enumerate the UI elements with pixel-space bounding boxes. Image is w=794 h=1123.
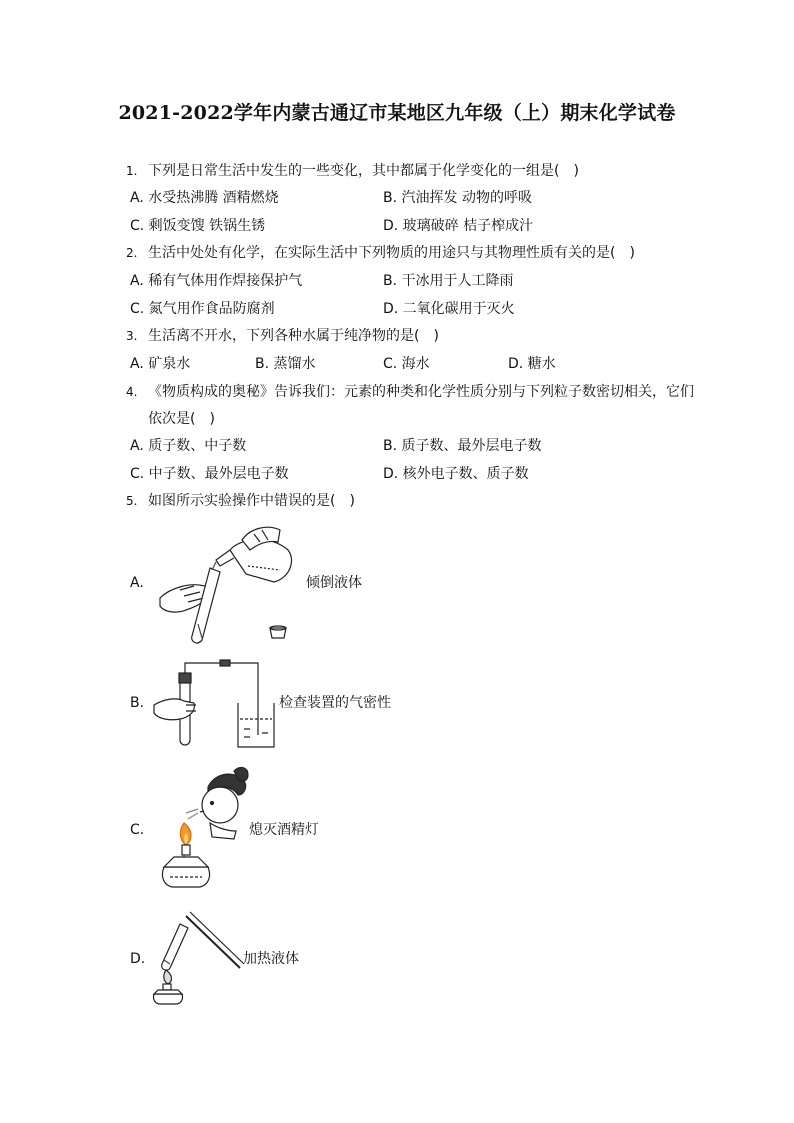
figure-c-label: C. (130, 822, 145, 838)
question-1 (126, 161, 579, 181)
tube-over-lamp-illustration (153, 912, 244, 1004)
figure-a-label: A. (130, 575, 144, 591)
figure-b-caption: 检查装置的气密性 (279, 695, 391, 711)
option-b: B. 质子数、最外层电子数 (383, 438, 542, 454)
question-4 (126, 382, 694, 402)
option-c: C. 剩饭变馊 铁锅生锈 (130, 218, 266, 234)
extinguish-lamp-figure (150, 765, 260, 895)
option-a: A. 质子数、中子数 (130, 438, 247, 454)
option-c: C. 海水 (383, 356, 430, 372)
option-d: D. 玻璃破碎 桔子榨成汁 (383, 218, 534, 234)
option-d: D. 二氧化碳用于灭火 (383, 301, 515, 317)
figure-b-label: B. (130, 695, 145, 711)
option-b: B. 干冰用于人工降雨 (383, 273, 514, 289)
option-b: B. 汽油挥发 动物的呼吸 (383, 190, 532, 206)
question-number: 2. (126, 246, 138, 260)
question-number: 1. (126, 164, 138, 178)
question-number: 5. (126, 494, 138, 508)
question-text-continued: 依次是( ) (148, 411, 215, 427)
option-a: A. 矿泉水 (130, 356, 191, 372)
option-b: B. 蒸馏水 (255, 356, 316, 372)
figure-d-caption: 加热液体 (243, 951, 299, 967)
question-3 (126, 326, 439, 346)
option-a: A. 水受热沸腾 酒精燃烧 (130, 190, 279, 206)
hand-holding-tube-illustration (160, 527, 292, 643)
figure-c-caption: 熄灭酒精灯 (249, 822, 319, 838)
airtightness-check-figure (150, 655, 280, 755)
option-d: D. 核外电子数、质子数 (383, 466, 529, 482)
figure-d-label: D. (130, 951, 146, 967)
figure-a-caption: 倾倒液体 (306, 575, 362, 591)
pouring-liquid-figure (150, 520, 310, 650)
heating-liquid-figure (150, 910, 250, 1005)
question-text: 下列是日常生活中发生的一些变化，其中都属于化学变化的一组是( ) (148, 163, 579, 179)
question-number: 3. (126, 329, 138, 343)
option-d: D. 糖水 (508, 356, 556, 372)
person-blowing-lamp-illustration (162, 768, 248, 887)
question-text: 如图所示实验操作中错误的是( ) (148, 493, 355, 509)
question-5 (126, 491, 355, 511)
option-a: A. 稀有气体用作焊接保护气 (130, 273, 303, 289)
question-2 (126, 243, 635, 263)
question-number: 4. (126, 385, 138, 399)
question-text: 生活中处处有化学，在实际生活中下列物质的用途只与其物理性质有关的是( ) (148, 245, 635, 261)
option-c: C. 氮气用作食品防腐剂 (130, 301, 275, 317)
question-text: 《物质构成的奥秘》告诉我们：元素的种类和化学性质分别与下列粒子数密切相关，它们 (148, 384, 694, 400)
question-text: 生活离不开水，下列各种水属于纯净物的是( ) (148, 328, 439, 344)
option-c: C. 中子数、最外层电子数 (130, 466, 289, 482)
exam-title: 2021-2022学年内蒙古通辽市某地区九年级（上）期末化学试卷 (118, 102, 676, 124)
apparatus-illustration (154, 660, 274, 747)
